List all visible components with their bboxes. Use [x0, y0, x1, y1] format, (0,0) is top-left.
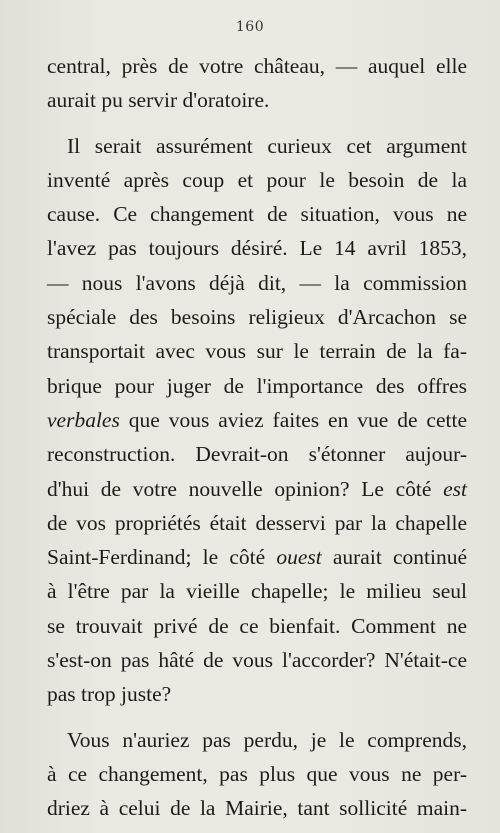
text-line: à ce changement, pas plus que vous ne per-: [47, 761, 467, 786]
text-line: spéciale des besoins religieux d'Arcachon se: [47, 305, 467, 330]
text-line: [47, 540, 467, 574]
text-line: [47, 403, 467, 437]
text-line: — nous l'avons déjà dit, — la commission: [47, 270, 467, 295]
text-line: de vos propriétés était desservi par la chapelle: [47, 510, 467, 535]
italic-word: verbales: [47, 407, 120, 432]
text-line: se trouvait privé de ce bienfait. Comment ne: [47, 613, 467, 638]
line-pre: Saint-Ferdinand; le côté: [47, 545, 277, 570]
text-line: driez à celui de la Mairie, tant sollicité main-: [47, 796, 467, 821]
body-text: [47, 49, 467, 826]
text-line: aurait pu servir d'oratoire.: [47, 88, 270, 113]
page-number: 160: [235, 19, 265, 35]
line-post: aurait continué: [321, 545, 467, 570]
italic-word: est: [443, 476, 467, 501]
text-line: Vous n'auriez pas perdu, je le comprends,: [67, 727, 467, 752]
text-line: reconstruction. Devrait-on s'étonner aujour-: [47, 442, 467, 467]
text-line: l'avez pas toujours désiré. Le 14 avril 1853,: [47, 236, 467, 261]
text-line: s'est-on pas hâté de vous l'accorder? N'était-ce: [47, 648, 467, 673]
text-line: transportait avec vous sur le terrain de la fa-: [47, 339, 467, 364]
text-line: Il serait assurément curieux cet argument: [67, 133, 467, 158]
line-post: que vous aviez faites en vue de cette: [119, 407, 467, 432]
text-line: [47, 472, 467, 506]
text-line: cause. Ce changement de situation, vous ne: [47, 202, 467, 227]
line-pre: d'hui de votre nouvelle opinion? Le côté: [47, 476, 444, 501]
text-line: à l'être par la vieille chapelle; le milieu seul: [47, 579, 467, 604]
paragraph-3: [47, 723, 467, 826]
text-line: brique pour juger de l'importance des offres: [47, 373, 467, 398]
paragraph-1: [47, 49, 467, 118]
text-line: central, près de votre château, — auquel elle: [47, 54, 467, 78]
italic-word: ouest: [276, 545, 322, 570]
paragraph-2: [47, 129, 467, 712]
text-line: inventé après coup et pour le besoin de la: [47, 167, 467, 192]
text-line: pas trop juste?: [47, 682, 172, 707]
